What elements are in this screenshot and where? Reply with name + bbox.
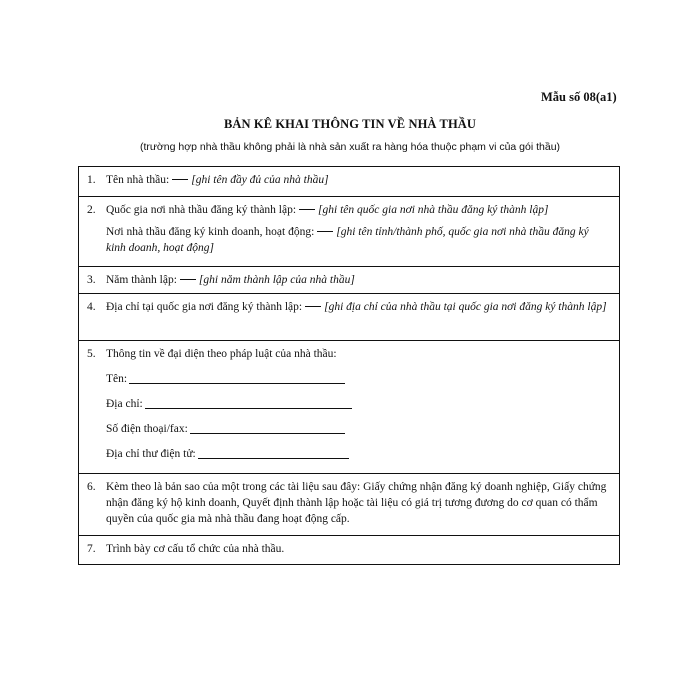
- item-hint: [ghi tên quốc gia nơi nhà thầu đăng ký thành lập]: [318, 204, 549, 216]
- rep-email-field: [106, 437, 609, 462]
- rep-name-field: [106, 362, 609, 387]
- item-hint: [ghi địa chỉ của nhà thầu tại quốc gia nơi đăng ký thành lập]: [324, 301, 607, 313]
- item-number: 5.: [87, 348, 96, 360]
- form-code: Mẫu số 08(a1): [541, 90, 617, 104]
- item-founding-year: [79, 266, 619, 293]
- field-label: Số điện thoại/fax:: [106, 423, 188, 435]
- blank-line[interactable]: [317, 230, 333, 232]
- item-organization-structure: [79, 535, 619, 564]
- item-number: 4.: [87, 301, 96, 313]
- field-label: Địa chỉ thư điện tử:: [106, 448, 196, 460]
- item-number: 3.: [87, 274, 96, 286]
- item-contractor-name: [79, 167, 619, 196]
- item-label: Quốc gia nơi nhà thầu đăng ký thành lập:: [106, 204, 297, 216]
- field-label: Địa chỉ:: [106, 398, 143, 410]
- item-address: [79, 293, 619, 340]
- item-number: 6.: [87, 481, 96, 493]
- rep-name-line[interactable]: [129, 382, 345, 384]
- item-legal-representative: [79, 340, 619, 473]
- item-label: Tên nhà thầu:: [106, 174, 170, 186]
- item-label: Địa chỉ tại quốc gia nơi đăng ký thành lập:: [106, 301, 303, 313]
- rep-address-line[interactable]: [145, 407, 352, 409]
- rep-phone-field: [106, 412, 609, 437]
- blank-line[interactable]: [305, 305, 321, 307]
- document-title: BẢN KÊ KHAI THÔNG TIN VỀ NHÀ THẦU: [223, 117, 477, 131]
- blank-line[interactable]: [172, 178, 188, 180]
- item-registration-country: [79, 196, 619, 266]
- item-number: 2.: [87, 204, 96, 216]
- blank-line[interactable]: [180, 278, 196, 280]
- field-label: Tên:: [106, 373, 128, 385]
- rep-phone-line[interactable]: [190, 432, 345, 434]
- document-subtitle: (trường hợp nhà thầu không phải là nhà sản xuất ra hàng hóa thuộc phạm vi của gói thầu): [139, 141, 561, 153]
- item-number: 1.: [87, 174, 96, 186]
- blank-line[interactable]: [299, 208, 315, 210]
- item-label: Năm thành lập:: [106, 274, 177, 286]
- item-label: Kèm theo là bản sao của một trong các tài liệu sau đây: Giấy chứng nhận đăng ký doanh nghiệp, Giấy chứng nhận đăng ký hộ kinh doanh, Quyết định thành lập hoặc tài liệu có giá trị tương đương do cơ quan có thẩm quyền của quốc gia mà nhà thầu đang hoạt động cấp.: [106, 481, 607, 525]
- contractor-info-table: [78, 166, 620, 565]
- item-hint: [ghi năm thành lập của nhà thầu]: [198, 274, 355, 286]
- item-number: 7.: [87, 543, 96, 555]
- rep-email-line[interactable]: [198, 457, 349, 459]
- rep-address-field: [106, 387, 609, 412]
- item-label: Trình bày cơ cấu tổ chức của nhà thầu.: [106, 543, 285, 555]
- sub-hint: [ghi tên tỉnh/thành phố, quốc gia nơi nhà thầu đăng ký kinh doanh, hoạt động]: [106, 226, 589, 254]
- sub-label: Nơi nhà thầu đăng ký kinh doanh, hoạt động:: [106, 226, 315, 238]
- item-label: Thông tin về đại diện theo pháp luật của nhà thầu:: [106, 348, 337, 360]
- business-location: [106, 224, 609, 256]
- item-hint: [ghi tên đầy đủ của nhà thầu]: [191, 174, 329, 186]
- item-attached-documents: [79, 473, 619, 535]
